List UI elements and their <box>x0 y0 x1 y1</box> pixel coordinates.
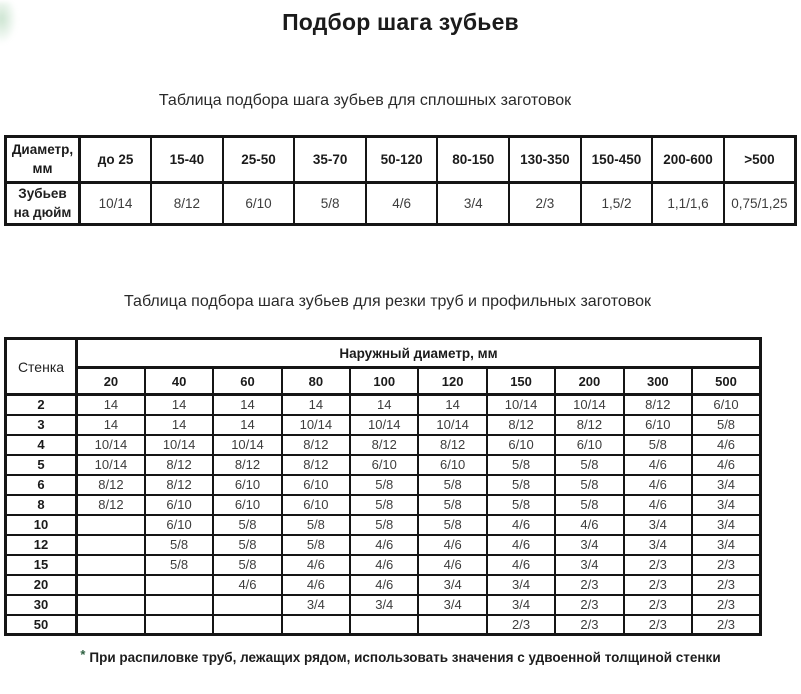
pitch-value-cell: 6/10 <box>350 455 418 475</box>
solid-tpi-row <box>6 183 796 225</box>
footnote <box>0 647 801 665</box>
solid-table-caption: Таблица подбора шага зубьев для сплошных заготовок <box>158 92 572 109</box>
diameter-row-label: Диаметр, мм <box>6 137 80 183</box>
pitch-value-cell <box>77 555 145 575</box>
pitch-value-cell: 14 <box>77 395 145 415</box>
pitch-value-cell: 8/12 <box>77 475 145 495</box>
wall-thickness-cell: 30 <box>6 595 77 615</box>
pitch-value-cell: 4/6 <box>624 495 692 515</box>
pitch-value-cell: 5/8 <box>418 475 486 495</box>
pipe-table-row <box>6 595 761 615</box>
tpi-value-cell: 1,5/2 <box>581 183 653 225</box>
tpi-row-label: Зубьев на дюйм <box>6 183 80 225</box>
wall-thickness-cell: 12 <box>6 535 77 555</box>
solid-workpiece-table <box>4 135 797 226</box>
pitch-value-cell: 4/6 <box>692 455 760 475</box>
solid-table-body <box>6 137 796 225</box>
pitch-value-cell: 5/8 <box>145 535 213 555</box>
pitch-value-cell: 4/6 <box>624 475 692 495</box>
diameter-column-header: 60 <box>213 368 281 395</box>
pitch-value-cell: 3/4 <box>692 495 760 515</box>
pitch-value-cell: 3/4 <box>624 515 692 535</box>
pipe-table-row <box>6 415 761 435</box>
wall-thickness-cell: 50 <box>6 615 77 635</box>
pitch-value-cell: 6/10 <box>624 415 692 435</box>
tpi-value-cell: 0,75/1,25 <box>724 183 796 225</box>
pitch-value-cell: 2/3 <box>624 575 692 595</box>
pitch-value-cell: 14 <box>418 395 486 415</box>
pitch-value-cell: 4/6 <box>624 455 692 475</box>
pitch-value-cell: 2/3 <box>487 615 555 635</box>
pitch-value-cell: 8/12 <box>350 435 418 455</box>
pitch-value-cell: 8/12 <box>624 395 692 415</box>
pitch-value-cell: 2/3 <box>624 615 692 635</box>
pitch-value-cell: 10/14 <box>213 435 281 455</box>
diameter-range-cell: 50-120 <box>366 137 438 183</box>
pitch-value-cell: 8/12 <box>418 435 486 455</box>
pitch-value-cell: 5/8 <box>487 495 555 515</box>
pitch-value-cell: 5/8 <box>555 475 623 495</box>
tpi-value-cell: 6/10 <box>223 183 295 225</box>
pitch-value-cell: 4/6 <box>487 535 555 555</box>
solid-diameter-row <box>6 137 796 183</box>
wall-thickness-cell: 5 <box>6 455 77 475</box>
pitch-value-cell: 6/10 <box>555 435 623 455</box>
tpi-value-cell: 3/4 <box>437 183 509 225</box>
pipe-table-row <box>6 495 761 515</box>
pitch-value-cell: 5/8 <box>350 495 418 515</box>
pitch-value-cell: 4/6 <box>692 435 760 455</box>
wall-thickness-cell: 20 <box>6 575 77 595</box>
pitch-value-cell: 8/12 <box>145 475 213 495</box>
pitch-value-cell: 2/3 <box>555 615 623 635</box>
pitch-value-cell: 3/4 <box>418 575 486 595</box>
pitch-value-cell: 5/8 <box>487 475 555 495</box>
pitch-value-cell: 14 <box>213 395 281 415</box>
pitch-value-cell: 4/6 <box>418 535 486 555</box>
outer-diameter-group-header: Наружный диаметр, мм <box>77 339 761 368</box>
pitch-value-cell: 4/6 <box>350 555 418 575</box>
wall-thickness-cell: 3 <box>6 415 77 435</box>
pitch-value-cell: 8/12 <box>282 435 350 455</box>
pitch-value-cell: 5/8 <box>624 435 692 455</box>
pitch-value-cell: 6/10 <box>282 495 350 515</box>
pipe-table-row <box>6 455 761 475</box>
pitch-value-cell: 5/8 <box>555 495 623 515</box>
diameter-range-cell: 150-450 <box>581 137 653 183</box>
pitch-value-cell <box>77 575 145 595</box>
pitch-value-cell: 3/4 <box>555 555 623 575</box>
pitch-value-cell: 2/3 <box>692 615 760 635</box>
pitch-value-cell: 14 <box>145 395 213 415</box>
diameter-range-cell: 130-350 <box>509 137 581 183</box>
wall-thickness-cell: 8 <box>6 495 77 515</box>
tpi-value-cell: 4/6 <box>366 183 438 225</box>
diameter-range-cell: 200-600 <box>652 137 724 183</box>
pipe-table-row <box>6 515 761 535</box>
diameter-range-cell: 25-50 <box>223 137 295 183</box>
pitch-value-cell: 5/8 <box>692 415 760 435</box>
pitch-value-cell: 8/12 <box>145 455 213 475</box>
pitch-value-cell: 14 <box>213 415 281 435</box>
pitch-value-cell: 3/4 <box>350 595 418 615</box>
pitch-value-cell: 8/12 <box>555 415 623 435</box>
pitch-value-cell <box>77 515 145 535</box>
diameter-column-header: 120 <box>418 368 486 395</box>
pitch-value-cell <box>77 615 145 635</box>
pitch-value-cell <box>350 615 418 635</box>
pipe-table-row <box>6 395 761 415</box>
footnote-asterisk: * <box>80 647 86 662</box>
pitch-value-cell: 3/4 <box>624 535 692 555</box>
pitch-value-cell: 8/12 <box>213 455 281 475</box>
pitch-value-cell: 5/8 <box>487 455 555 475</box>
pipe-table-body <box>6 395 761 635</box>
diameter-range-cell: >500 <box>724 137 796 183</box>
diameter-column-header: 500 <box>692 368 760 395</box>
pitch-value-cell <box>213 615 281 635</box>
pitch-value-cell: 5/8 <box>282 515 350 535</box>
pitch-value-cell: 5/8 <box>145 555 213 575</box>
tpi-value-cell: 8/12 <box>151 183 223 225</box>
pitch-value-cell: 5/8 <box>350 515 418 535</box>
tpi-value-cell: 5/8 <box>294 183 366 225</box>
pipe-group-header-row <box>6 339 761 368</box>
pipe-table-row <box>6 535 761 555</box>
pipe-table-row <box>6 475 761 495</box>
pipe-profile-table <box>4 337 762 636</box>
tpi-value-cell: 10/14 <box>80 183 152 225</box>
pitch-value-cell: 8/12 <box>77 495 145 515</box>
pipe-table-row <box>6 435 761 455</box>
pitch-value-cell <box>418 615 486 635</box>
wall-thickness-cell: 6 <box>6 475 77 495</box>
diameter-column-header: 150 <box>487 368 555 395</box>
diameter-column-header: 100 <box>350 368 418 395</box>
pitch-value-cell: 3/4 <box>692 515 760 535</box>
diameter-column-header: 80 <box>282 368 350 395</box>
pitch-value-cell: 3/4 <box>487 595 555 615</box>
pipe-table-head <box>6 339 761 395</box>
pitch-value-cell: 10/14 <box>77 455 145 475</box>
pitch-value-cell: 2/3 <box>555 575 623 595</box>
wall-column-header: Стенка <box>6 339 77 395</box>
pitch-value-cell: 10/14 <box>418 415 486 435</box>
diameter-range-cell: 15-40 <box>151 137 223 183</box>
pitch-value-cell <box>282 615 350 635</box>
diameter-column-header: 200 <box>555 368 623 395</box>
wall-thickness-cell: 10 <box>6 515 77 535</box>
pipe-table-caption: Таблица подбора шага зубьев для резки труб и профильных заготовок <box>124 293 651 310</box>
pitch-value-cell: 4/6 <box>555 515 623 535</box>
pitch-value-cell: 4/6 <box>282 575 350 595</box>
pitch-value-cell: 10/14 <box>350 415 418 435</box>
pitch-value-cell: 3/4 <box>418 595 486 615</box>
pipe-table-row <box>6 575 761 595</box>
pitch-value-cell <box>145 595 213 615</box>
pitch-value-cell: 6/10 <box>213 475 281 495</box>
pitch-value-cell: 3/4 <box>555 535 623 555</box>
pitch-value-cell: 3/4 <box>692 535 760 555</box>
pipe-table-row <box>6 615 761 635</box>
pitch-value-cell <box>145 615 213 635</box>
pitch-value-cell: 6/10 <box>145 495 213 515</box>
pitch-value-cell: 5/8 <box>213 555 281 575</box>
pitch-value-cell: 10/14 <box>555 395 623 415</box>
pitch-value-cell: 6/10 <box>692 395 760 415</box>
pitch-value-cell <box>77 595 145 615</box>
pitch-value-cell: 4/6 <box>487 555 555 575</box>
pitch-value-cell <box>77 535 145 555</box>
pitch-value-cell: 10/14 <box>487 395 555 415</box>
footnote-text: При распиловке труб, лежащих рядом, использовать значения с удвоенной толщиной стенки <box>89 650 721 665</box>
pitch-value-cell: 5/8 <box>213 515 281 535</box>
pitch-value-cell: 14 <box>282 395 350 415</box>
pitch-value-cell: 14 <box>77 415 145 435</box>
pitch-value-cell: 4/6 <box>350 575 418 595</box>
pitch-value-cell <box>213 595 281 615</box>
pitch-value-cell: 5/8 <box>213 535 281 555</box>
pitch-value-cell: 5/8 <box>282 535 350 555</box>
pitch-value-cell: 2/3 <box>692 575 760 595</box>
pitch-value-cell: 2/3 <box>555 595 623 615</box>
diameter-column-header: 40 <box>145 368 213 395</box>
pitch-value-cell: 4/6 <box>282 555 350 575</box>
pitch-value-cell: 2/3 <box>692 555 760 575</box>
diameter-range-cell: до 25 <box>80 137 152 183</box>
diameter-column-header: 300 <box>624 368 692 395</box>
wall-thickness-cell: 15 <box>6 555 77 575</box>
pitch-value-cell: 6/10 <box>487 435 555 455</box>
pitch-value-cell: 10/14 <box>282 415 350 435</box>
pitch-value-cell: 4/6 <box>418 555 486 575</box>
pitch-value-cell: 5/8 <box>418 515 486 535</box>
pitch-value-cell: 10/14 <box>77 435 145 455</box>
pitch-value-cell: 10/14 <box>145 435 213 455</box>
pitch-value-cell: 4/6 <box>487 515 555 535</box>
wall-thickness-cell: 4 <box>6 435 77 455</box>
wall-thickness-cell: 2 <box>6 395 77 415</box>
pitch-value-cell: 2/3 <box>624 555 692 575</box>
pitch-value-cell: 2/3 <box>624 595 692 615</box>
tpi-value-cell: 1,1/1,6 <box>652 183 724 225</box>
pitch-value-cell: 3/4 <box>487 575 555 595</box>
pitch-value-cell: 3/4 <box>692 475 760 495</box>
diameter-range-cell: 80-150 <box>437 137 509 183</box>
pitch-value-cell: 4/6 <box>213 575 281 595</box>
pitch-value-cell: 14 <box>350 395 418 415</box>
pitch-value-cell <box>145 575 213 595</box>
pitch-value-cell: 6/10 <box>213 495 281 515</box>
pitch-value-cell: 8/12 <box>282 455 350 475</box>
pitch-value-cell: 8/12 <box>487 415 555 435</box>
pitch-value-cell: 5/8 <box>418 495 486 515</box>
diameter-range-cell: 35-70 <box>294 137 366 183</box>
pitch-value-cell: 5/8 <box>350 475 418 495</box>
pitch-value-cell: 2/3 <box>692 595 760 615</box>
pitch-value-cell: 3/4 <box>282 595 350 615</box>
pipe-table-row <box>6 555 761 575</box>
pitch-value-cell: 14 <box>145 415 213 435</box>
pitch-value-cell: 6/10 <box>282 475 350 495</box>
pitch-value-cell: 4/6 <box>350 535 418 555</box>
pitch-value-cell: 6/10 <box>418 455 486 475</box>
page-title: Подбор шага зубьев <box>282 9 519 35</box>
pitch-value-cell: 6/10 <box>145 515 213 535</box>
diameter-column-header: 20 <box>77 368 145 395</box>
pipe-diameter-header-row <box>6 368 761 395</box>
tpi-value-cell: 2/3 <box>509 183 581 225</box>
pitch-value-cell: 5/8 <box>555 455 623 475</box>
